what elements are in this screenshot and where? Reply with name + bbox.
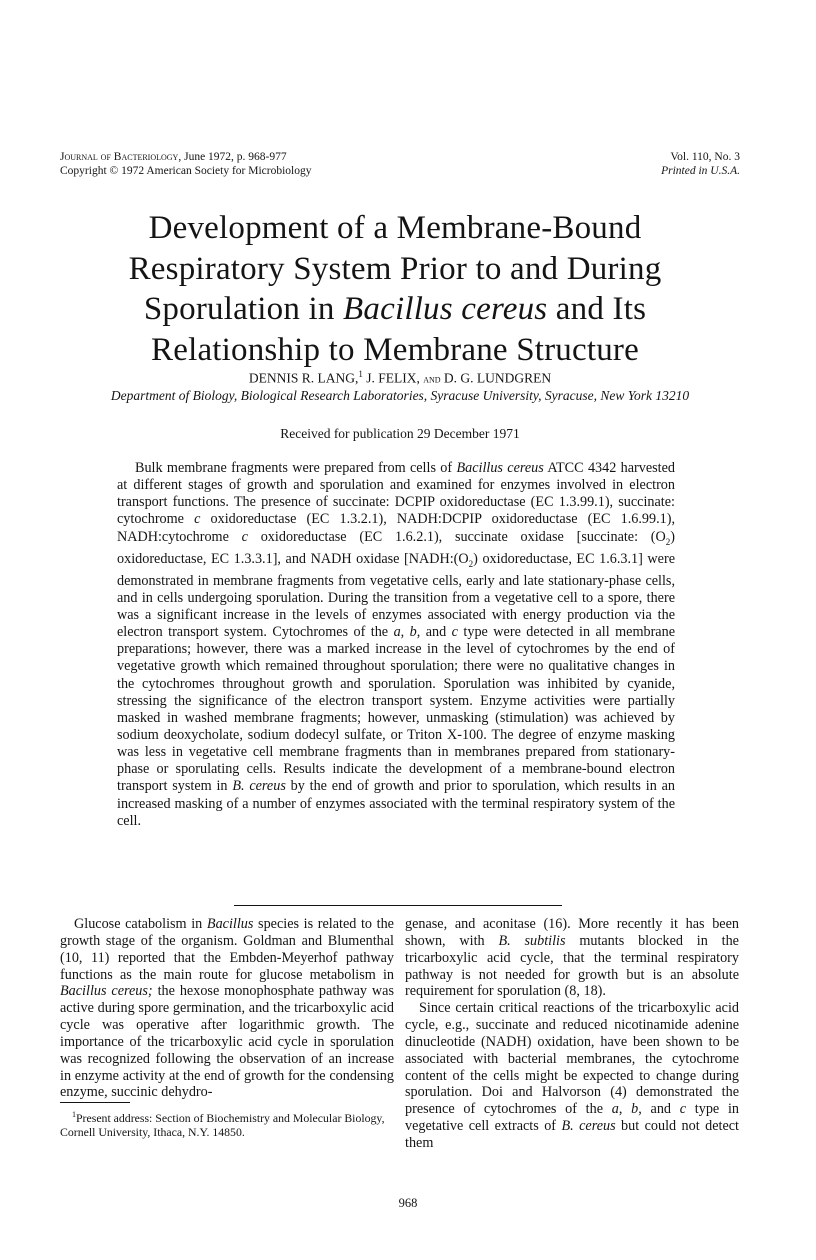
author-name: DENNIS R. LANG,	[248, 370, 359, 386]
body-paragraph: Since certain critical reactions of the tricarboxylic acid cycle, e.g., succinate and reduced nicotinamide adenine dinucleotide (NADH) oxidation, have been shown to be associated with bacterial membranes, the cytochrome content of the cells might be expected to change during sporulation. Doi and Halvorson (4) demonstrated the presence of cytochromes of the a, b, and c type in vegetative cell extracts of B. cereus but could not detect them	[405, 1000, 739, 1151]
footnote-marker: 1	[358, 369, 363, 379]
author-name: J. FELIX,	[362, 370, 424, 386]
abstract	[117, 460, 675, 830]
title-organism: Bacillus cereus	[343, 291, 548, 327]
author-name: D. G. LUNDGREN	[440, 370, 552, 386]
printed-in: Printed in U.S.A.	[661, 165, 740, 177]
title-line: Relationship to Membrane Structure	[151, 331, 639, 368]
author-conjunction: and	[423, 371, 441, 386]
body-column-left	[60, 916, 394, 1101]
footnote	[60, 1108, 394, 1139]
title-text: and Its	[547, 291, 647, 327]
body-paragraph: Glucose catabolism in Bacillus species is related to the growth stage of the organism. Goldman and Blumenthal (10, 11) reported that the Embden-Meyerhof pathway functions as the main route for glucose metabolism in Bacillus cereus; the hexose monophosphate pathway was active during spore germination, and the tricarboxylic acid cycle was operative after logarithmic growth. The importance of the tricarboxylic acid cycle in sporulation was recognized following the observation of an increase in enzyme activity at the end of growth for the condensing enzyme, succinic dehydro-	[60, 916, 394, 1101]
section-divider	[234, 905, 562, 906]
journal-date-pages: , June 1972, p. 968-977	[178, 151, 287, 163]
journal-citation	[60, 150, 311, 164]
copyright-line: Copyright © 1972 American Society for Microbiology	[60, 165, 312, 177]
journal-name: Journal of Bacteriology	[60, 151, 179, 163]
abstract-paragraph: Bulk membrane fragments were prepared from cells of Bacillus cereus ATCC 4342 harvested at different stages of growth and sporulation and examined for enzymes involved in electron transport functions. The presence of succinate: DCPIP oxidoreductase (EC 1.3.99.1), succinate: cytochrome c oxidoreductase (EC 1.3.2.1), NADH:DCPIP oxidoreductase (EC 1.6.99.1), NADH:cytochrome c oxidoreductase (EC 1.6.2.1), succinate oxidase [succinate: $(O_2)$ oxidoreductase, EC 1.3.3.1], and NADH oxidase [$NADH:(O_2)$ oxidoreductase, EC 1.6.3.1] were demonstrated in membrane fragments from vegetative cells, early and late stationary-phase cells, and in cells undergoing sporulation. During the transition from a vegetative cell to a spore, there was a significant increase in the levels of enzymes associated with energy production via the electron transport system. Cytochromes of the a, b, and c type were detected in all membrane preparations; however, there was a marked increase in the level of cytochromes by the end of vegetative growth which remained throughout sporulation; there were no qualitative changes in the cytochromes throughout growth and sporulation. Sporulation was inhibited by cyanide, stressing the significance of the electron transport system. Enzyme activities were partially masked in washed membrane fragments; however, unmasking (stimulation) was achieved by sodium deoxycholate, sodium dodecyl sulfate, or Triton X-100. The degree of enzyme masking was less in vegetative cell membrane fragments than in membranes prepared from stationary-phase or sporulating cells. Results indicate the development of a membrane-bound electron transport system in B. cereus by the end of growth and prior to sporulation, which results in an increased masking of a number of enzymes associated with the terminal respiratory system of the cell.	[117, 460, 676, 829]
affiliation: Department of Biology, Biological Research Laboratories, Syracuse University, Syracuse, New York 13210	[110, 388, 690, 403]
page-number: 968	[398, 1196, 418, 1210]
body-paragraph: genase, and aconitase (16). More recently it has been shown, with B. subtilis mutants blocked in the tricarboxylic acid cycle, that the terminal respiratory pathway is not needed for growth but is an absolute requirement for sporulation (8, 18).	[405, 916, 739, 1000]
volume-issue: Vol. 110, No. 3	[670, 151, 740, 163]
received-date: Received for publication 29 December 1971	[280, 426, 520, 441]
author-list	[60, 366, 740, 387]
article-title	[80, 208, 710, 370]
title-line: Development of a Membrane-Bound	[148, 210, 642, 246]
running-header-left	[60, 150, 311, 178]
title-line	[80, 289, 710, 330]
footnote-mark: 1	[72, 1110, 76, 1119]
body-column-right	[405, 916, 739, 1152]
footnote-rule	[60, 1102, 130, 1103]
title-text: Sporulation in	[143, 291, 344, 327]
footnote-text: Present address: Section of Biochemistry and Molecular Biology, Cornell University, Ithaca, N.Y. 14850.	[60, 1110, 385, 1139]
running-header-right	[661, 150, 740, 178]
title-line: Respiratory System Prior to and During	[128, 250, 662, 287]
